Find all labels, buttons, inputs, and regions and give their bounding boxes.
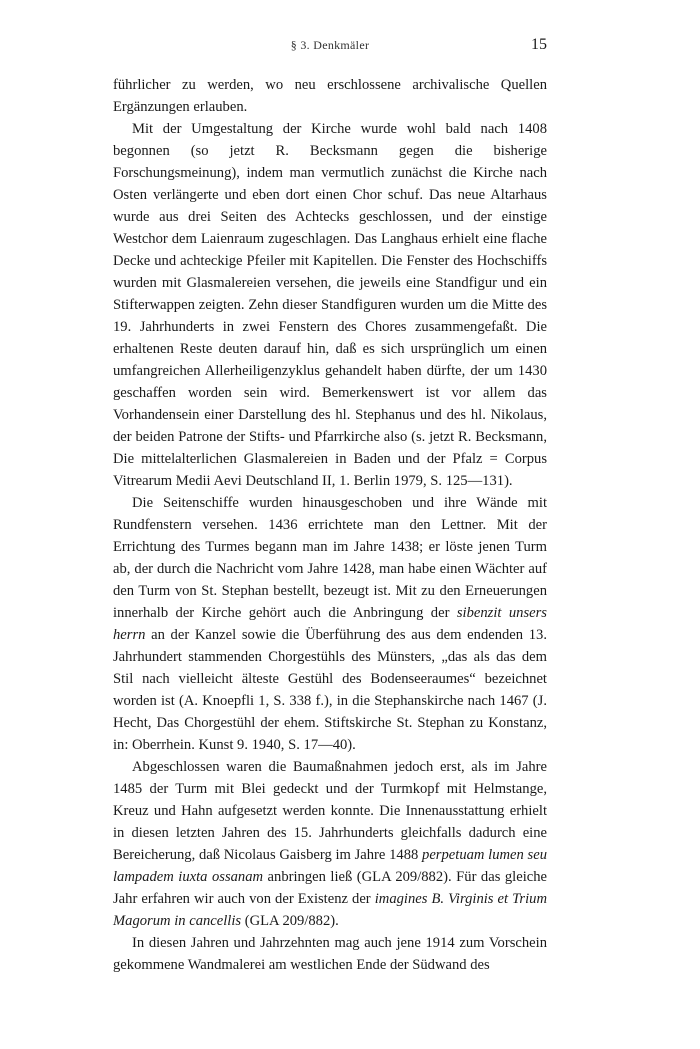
- paragraph-2: [113, 118, 547, 492]
- text-segment: Abgeschlossen waren die Baumaßnahmen jedoch erst, als im Jahre 1485 der Turm mit Blei gedeckt und der Turmkopf mit Helmstange, Kreuz und Hahn aufgesetzt werden konnte. Die Innenausstattung erhielt in diesen letzten Jahren des 15. Jahrhunderts gleichfalls dadurch eine Bereicherung, daß Nicolaus Gaisberg im Jahre 1488: [113, 759, 547, 863]
- running-head: [113, 36, 547, 58]
- italic-segment: imagines B. Virginis et Trium Magorum in cancellis: [113, 891, 547, 929]
- text-segment: (GLA 209/882).: [241, 913, 339, 929]
- paragraph-4: [113, 756, 547, 932]
- paragraph-1: [113, 74, 547, 118]
- text-segment: führlicher zu werden, wo neu erschlossene archivalische Quellen Ergänzungen erlauben.: [113, 77, 547, 115]
- text-segment: Die Seitenschiffe wurden hinausgeschoben und ihre Wände mit Rundfenstern versehen. 1436 errichtete man den Lettner. Mit der Errichtung des Turmes begann man im Jahre 1438; er löste jenen Turm ab, der durch die Nachricht vom Jahre 1428, man habe einen Wächter auf den Turm von St. Stephan bestellt, bezeugt ist. Mit zu den Erneuerungen innerhalb der Kirche gehört auch die Anbringung der: [113, 495, 547, 621]
- page-number: 15: [531, 36, 547, 53]
- italic-segment: sibenzit unsers herrn: [113, 605, 547, 643]
- text-segment: In diesen Jahren und Jahrzehnten mag auch jene 1914 zum Vorschein gekommene Wandmalerei am westlichen Ende der Südwand des: [113, 935, 547, 973]
- running-title: § 3. Denkmäler: [290, 38, 370, 52]
- italic-segment: perpetuam lumen seu lampadem iuxta ossanam: [113, 847, 547, 885]
- text-segment: anbringen ließ (GLA 209/882). Für das gleiche Jahr erfahren wir auch von der Existenz der: [113, 869, 547, 907]
- body-text: [113, 74, 547, 976]
- text-segment: an der Kanzel sowie die Überführung des aus dem endenden 13. Jahrhundert stammenden Chorgestühls des Münsters, „das als das dem Stil nach vielleicht älteste Gestühl des Bodenseeraumes“ bezeichnet worden ist (A. Knoepfli 1, S. 338 f.), in die Stephanskirche nach 1467 (J. Hecht, Das Chorgestühl der ehem. Stiftskirche St. Stephan zu Konstanz, in: Oberrhein. Kunst 9. 1940, S. 17—40).: [113, 627, 547, 753]
- paragraph-3: [113, 492, 547, 756]
- paragraph-5: [113, 932, 547, 976]
- text-segment: Mit der Umgestaltung der Kirche wurde wohl bald nach 1408 begonnen (so jetzt R. Becksmann gegen die bisherige Forschungsmeinung), indem man vermutlich zunächst die Kirche nach Osten verlängerte und eben dort einen Chor schuf. Das neue Altarhaus wurde aus drei Seiten des Achtecks geschlossen, und der einstige Westchor dem Laienraum zugeschlagen. Das Langhaus erhielt eine flache Decke und achteckige Pfeiler mit Kapitellen. Die Fenster des Hochschiffs wurden mit Glasmalereien versehen, die jeweils eine Standfigur und ein Stifterwappen zeigten. Zehn dieser Standfiguren wurden um die Mitte des 19. Jahrhunderts in zwei Fenstern des Chores zusammengefaßt. Die erhaltenen Reste deuten darauf hin, daß es sich ursprünglich um einen umfangreichen Allerheiligenzyklus gehandelt haben dürfte, der um 1430 geschaffen worden sein wird. Bemerkenswert ist vor allem das Vorhandensein einer Darstellung des hl. Stephanus und des hl. Nikolaus, der beiden Patrone der Stifts- und Pfarrkirche also (s. jetzt R. Becksmann, Die mittelalterlichen Glasmalereien in Baden und der Pfalz = Corpus Vitrearum Medii Aevi Deutschland II, 1. Berlin 1979, S. 125—131).: [113, 121, 547, 489]
